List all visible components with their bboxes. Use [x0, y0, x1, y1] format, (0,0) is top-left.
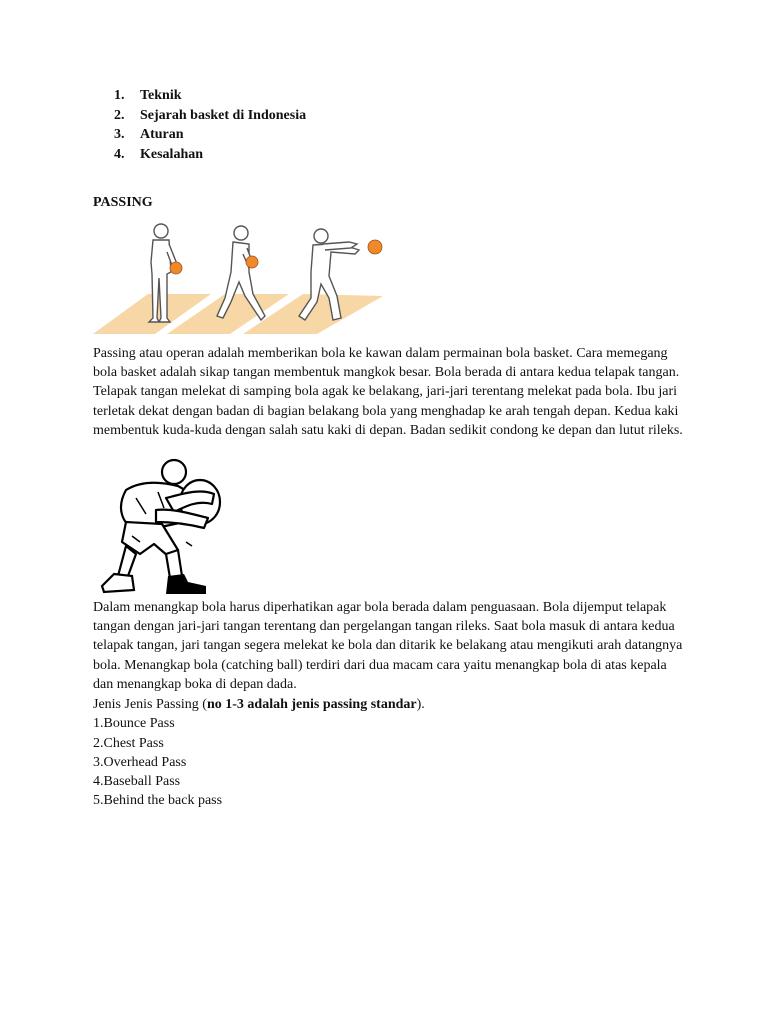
toc-label: Sejarah basket di Indonesia [140, 107, 307, 123]
ball-icon [246, 256, 258, 268]
passing-types-intro [93, 695, 425, 714]
shoe [102, 574, 134, 592]
list-item: 5.Behind the back pass [93, 793, 223, 809]
toc-number: 3. [114, 127, 125, 142]
list-item: 4.Baseball Pass [93, 774, 181, 790]
paragraph-catching: Dalam menangkap bola harus diperhatikan agar bola berada dalam penguasaan. Bola dijemput telapak tangan dengan jari-jari tangan terentang dan pergelangan tangan rileks. Saat bola masuk di antara kedua telapak tangan, jari tangan segera melekat ke bola dan ditarik ke belakang atau mengikuti arah datangnya bola. Menangkap bola (catching ball) terdiri dari dua macam cara yaitu menangkap bola di atas kepala dan menangkap boka di depan dada. [93, 600, 683, 692]
toc-item [114, 125, 306, 145]
toc-label: Teknik [140, 88, 182, 103]
ball-icon [170, 262, 182, 274]
toc-number: 2. [114, 107, 125, 123]
toc-item [114, 86, 306, 106]
leg [166, 550, 182, 578]
passing-sequence-illustration [93, 222, 393, 338]
table-of-contents [114, 86, 306, 164]
intro-suffix: ). [416, 697, 425, 712]
toc-item [114, 145, 306, 165]
list-item: 1.Bounce Pass [93, 716, 175, 732]
paragraph-passing: Passing atau operan adalah memberikan bola ke kawan dalam permainan bola basket. Cara memegang bola basket adalah sikap tangan membentuk mangkok besar. Bola berada di antara kedua telapak tangan. Telapak tangan melekat di samping bola agak ke belakang, jari-jari terentang melekat pada bola. Ibu jari terletak dekat dengan badan di bagian belakang bola yang menghadap ke arah tengah depan. Kedua kaki membentuk kuda-kuda dengan salah satu kaki di depan. Badan sedikit condong ke depan dan lutut rileks. [93, 346, 683, 438]
list-item: 3.Overhead Pass [93, 754, 187, 770]
shoe [166, 574, 206, 594]
leg [118, 546, 136, 576]
intro-bold: no 1-3 adalah jenis passing standar [206, 697, 417, 712]
head [162, 460, 186, 484]
toc-label: Aturan [140, 127, 184, 142]
toc-number: 1. [114, 88, 125, 103]
ball-icon [368, 240, 382, 254]
passing-types-list [93, 695, 425, 811]
section-heading: PASSING [93, 195, 153, 210]
catching-ball-illustration [96, 458, 226, 600]
list-item: 2.Chest Pass [93, 735, 164, 751]
intro-prefix: Jenis Jenis Passing ( [93, 697, 207, 712]
toc-label: Kesalahan [140, 146, 204, 162]
toc-number: 4. [114, 146, 125, 162]
toc-item [114, 106, 306, 126]
